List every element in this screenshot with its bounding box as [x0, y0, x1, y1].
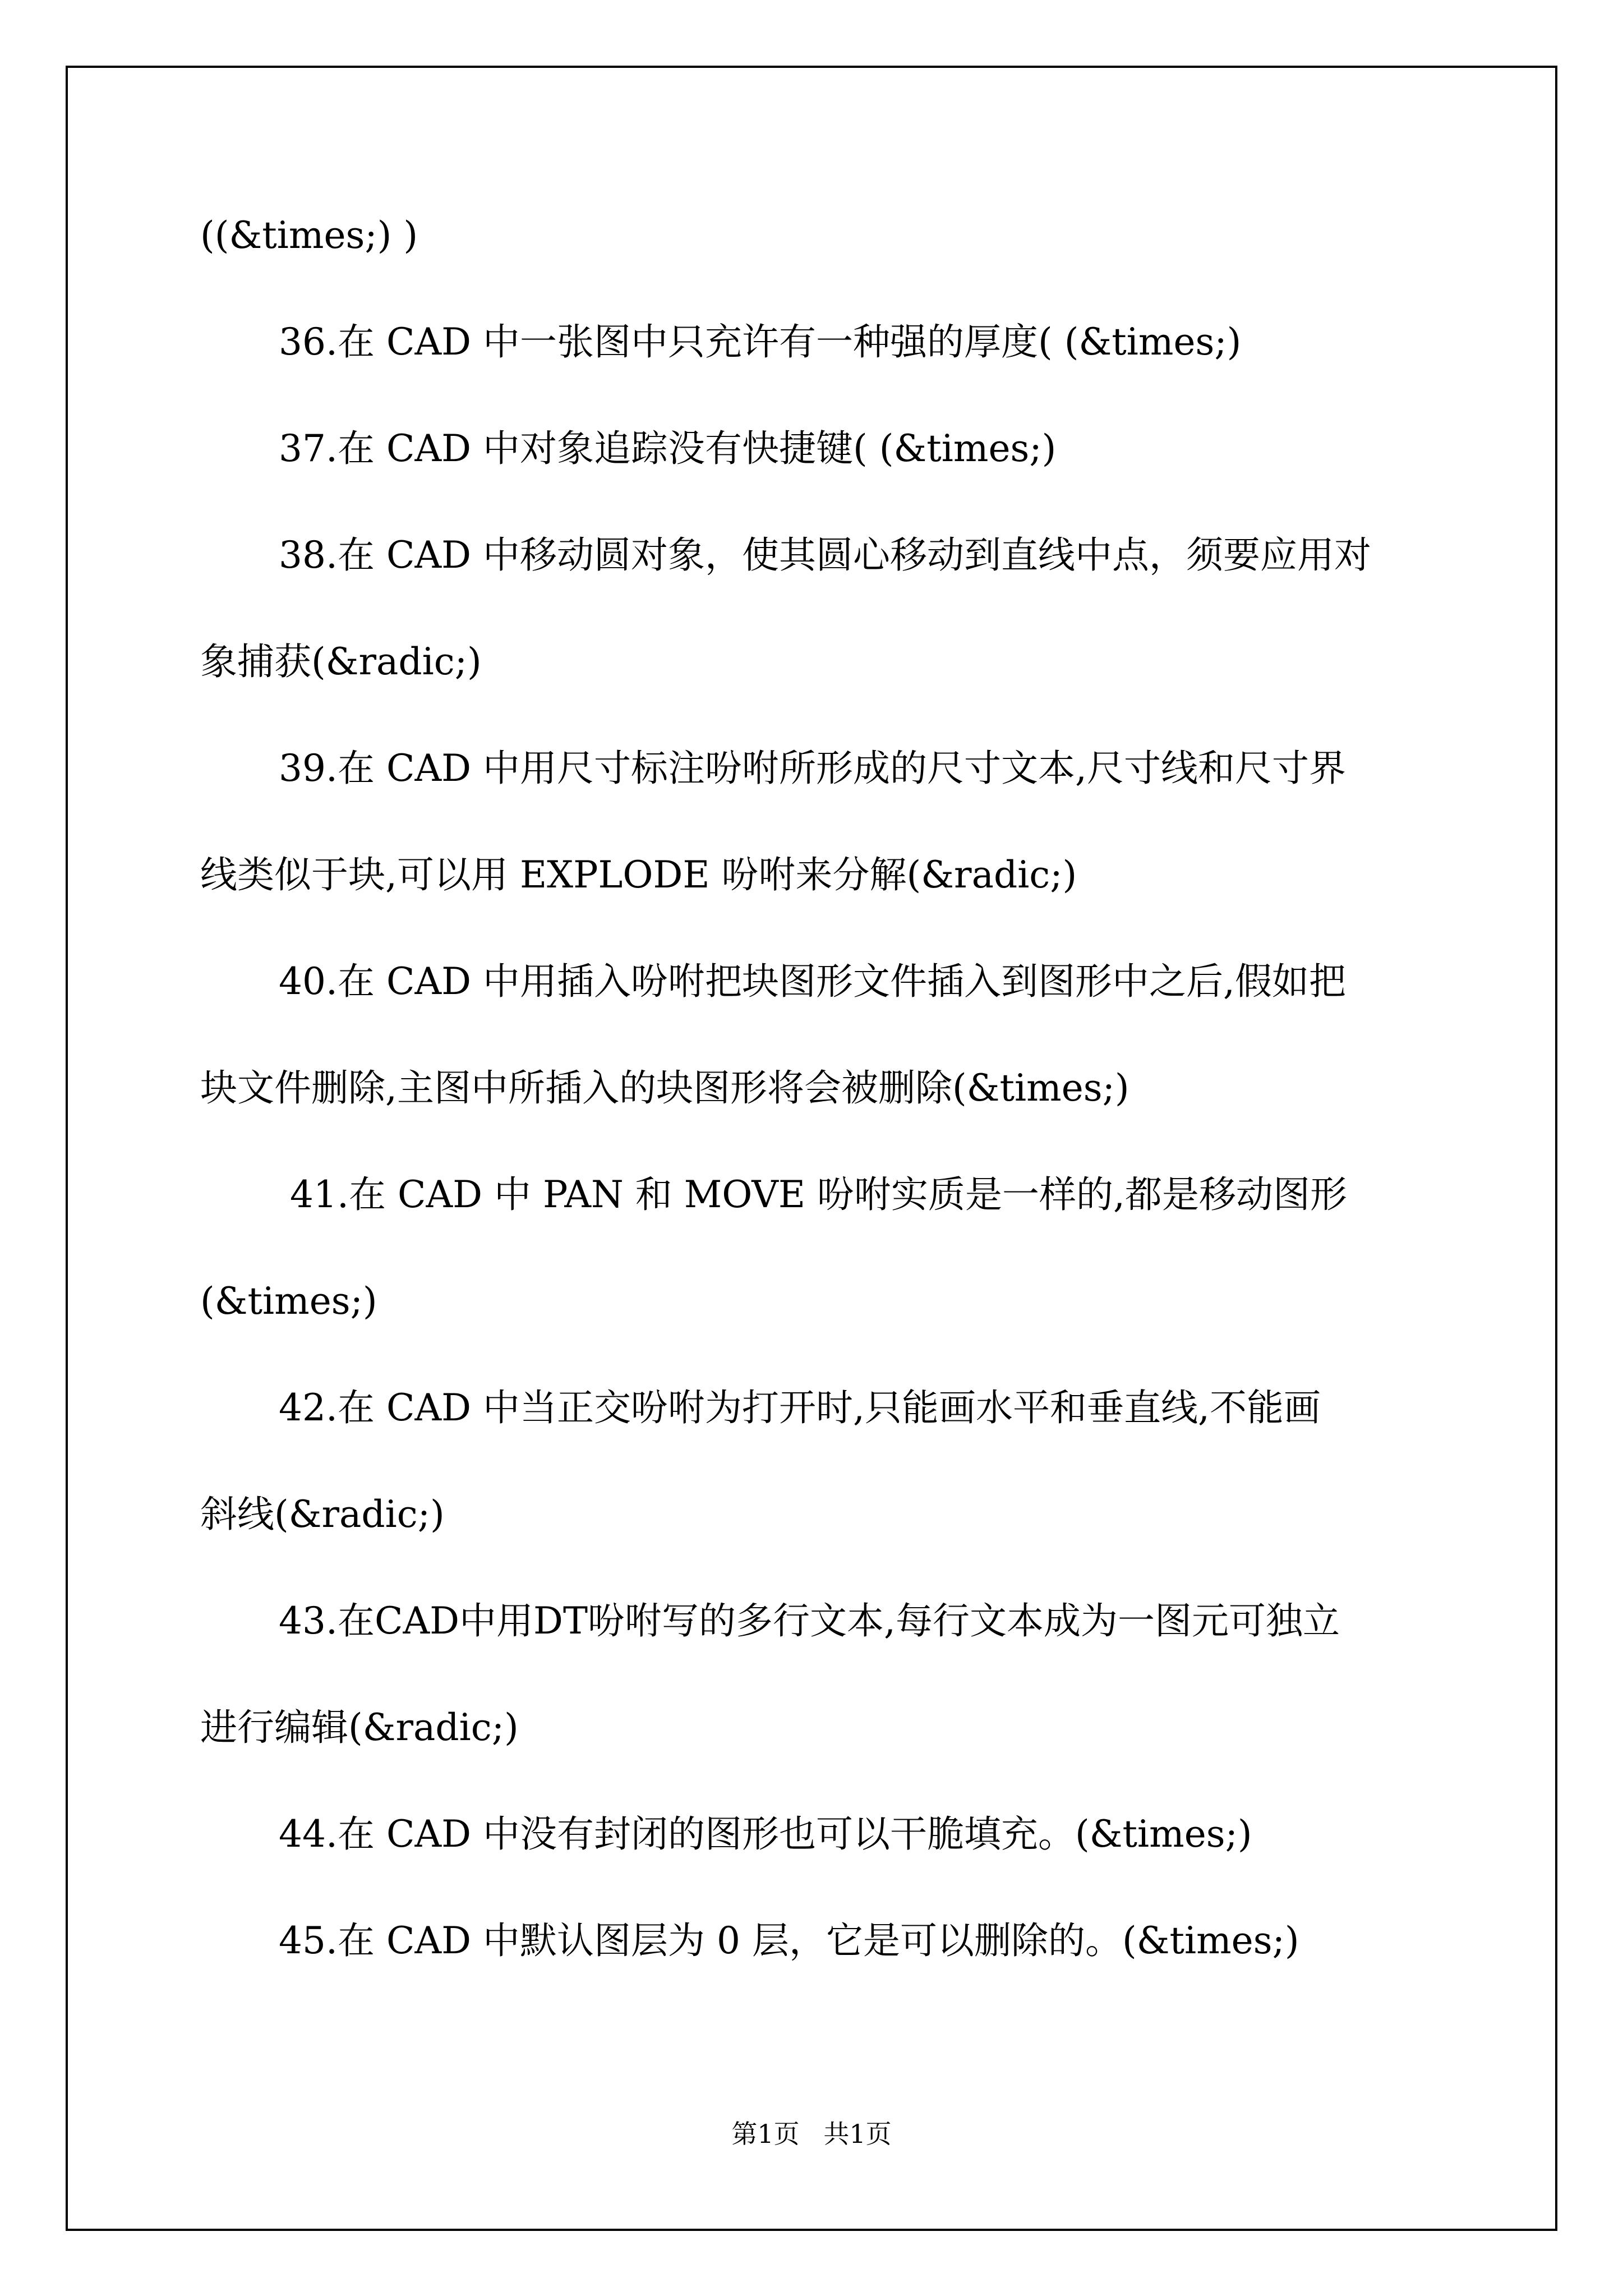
text-line-1: ((&times;) ) [200, 214, 418, 257]
text-line-3: 37.在 CAD 中对象追踪没有快捷键( (&times;) [279, 427, 1057, 470]
text-line-17: 45.在 CAD 中默认图层为 0 层，它是可以删除的。(&times;) [279, 1919, 1299, 1962]
text-line-7: 线类似于块,可以用 EXPLODE 吩咐来分解(&radic;) [200, 853, 1077, 896]
page-number-total: 共1页 [823, 2119, 892, 2149]
text-line-12: 42.在 CAD 中当正交吩咐为打开时,只能画水平和垂直线,不能画 [279, 1386, 1321, 1429]
text-line-10: 41.在 CAD 中 PAN 和 MOVE 吩咐实质是一样的,都是移动图形 [290, 1173, 1348, 1216]
text-line-8: 40.在 CAD 中用插入吩咐把块图形文件插入到图形中之后,假如把 [279, 960, 1346, 1003]
text-line-4: 38.在 CAD 中移动圆对象，使其圆心移动到直线中点，须要应用对 [279, 533, 1371, 577]
text-line-2: 36.在 CAD 中一张图中只充许有一种强的厚度( (&times;) [279, 320, 1242, 364]
text-line-9: 块文件删除,主图中所插入的块图形将会被删除(&times;) [200, 1066, 1129, 1110]
text-line-13: 斜线(&radic;) [200, 1493, 445, 1536]
text-line-14: 43.在CAD中用DT吩咐写的多行文本,每行文本成为一图元可独立 [279, 1599, 1340, 1642]
text-line-16: 44.在 CAD 中没有封闭的图形也可以干脆填充。(&times;) [279, 1812, 1252, 1856]
page-footer [0, 2114, 1623, 2151]
page-number-current: 第1页 [731, 2119, 800, 2149]
page-border [66, 66, 1557, 2231]
text-line-11: (&times;) [200, 1280, 377, 1323]
text-line-15: 进行编辑(&radic;) [200, 1706, 519, 1749]
text-line-6: 39.在 CAD 中用尺寸标注吩咐所形成的尺寸文本,尺寸线和尺寸界 [279, 747, 1346, 790]
text-line-5: 象捕获(&radic;) [200, 640, 482, 683]
